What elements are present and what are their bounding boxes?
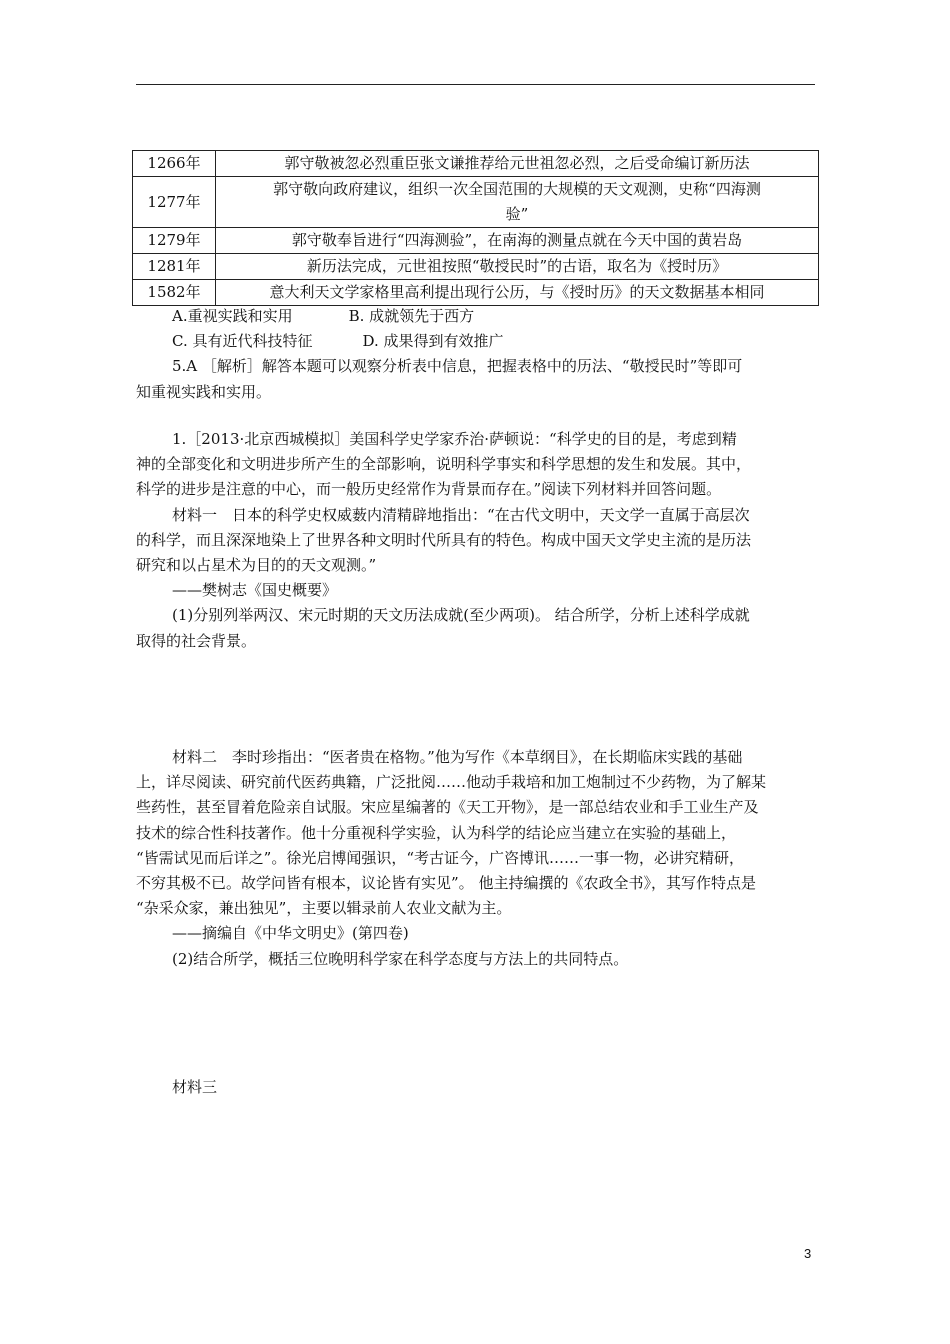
text-line: 科学的进步是注意的中心，而一般历史经常作为背景而存在。”阅读下列材料并回答问题。 <box>136 480 722 499</box>
year-cell: 1582年 <box>133 280 216 306</box>
event-cell <box>216 177 819 228</box>
text-line: 不穷其极不已。故学问皆有根本，议论皆有实见”。 他主持编撰的《农政全书》，其写作特点是 <box>136 874 756 893</box>
year-cell: 1277年 <box>133 177 216 228</box>
text-line: ——摘编自《中华文明史》(第四卷) <box>172 924 409 943</box>
event-text: 验” <box>505 205 529 223</box>
table-row <box>133 254 819 280</box>
option-b: B. 成就领先于西方 <box>348 307 475 325</box>
answer-line-2: 知重视实践和实用。 <box>136 382 272 401</box>
event-text: 郭守敬向政府建议，组织一次全国范围的大规模的天文观测，史称“四海测 <box>273 180 761 198</box>
text-line: ——樊树志《国史概要》 <box>172 581 338 600</box>
question-1 <box>136 427 816 654</box>
event-text: 郭守敬奉旨进行“四海测验”，在南海的测量点就在今天中国的黄岩岛 <box>291 231 743 249</box>
table-row <box>133 280 819 306</box>
header-rule <box>136 84 815 85</box>
text-line: 取得的社会背景。 <box>136 631 257 650</box>
event-cell <box>216 151 819 177</box>
text-line: 材料一 日本的科学史权威薮内清精辟地指出：“在古代文明中，天文学一直属于高层次 <box>172 505 750 524</box>
option-d: D. 成果得到有效推广 <box>362 332 504 351</box>
option-c: C. 具有近代科技特征 <box>172 332 313 351</box>
answer-line-1: 5.A ［解析］解答本题可以观察分析表中信息，把握表格中的历法、“敬授民时”等即可 <box>172 357 743 376</box>
event-cell <box>216 228 819 254</box>
year-cell: 1279年 <box>133 228 216 254</box>
question-2 <box>136 745 816 972</box>
table-row <box>133 151 819 177</box>
table-row <box>133 177 819 228</box>
page-number: 3 <box>804 1246 812 1261</box>
text-line: 神的全部变化和文明进步所产生的全部影响，说明科学事实和科学思想的发生和发展。其中， <box>136 455 752 474</box>
text-line: 上，详尽阅读、研究前代医药典籍，广泛批阅……他动手栽培和加工炮制过不少药物，为了解某 <box>136 773 767 792</box>
text-line: (1)分别列举两汉、宋元时期的天文历法成就(至少两项)。 结合所学，分析上述科学成就 <box>172 606 750 625</box>
year-cell: 1281年 <box>133 254 216 280</box>
text-line: (2)结合所学，概括三位晚明科学家在科学态度与方法上的共同特点。 <box>172 949 629 968</box>
text-line: “杂采众家，兼出独见”，主要以辑录前人农业文献为主。 <box>136 899 512 918</box>
text-line: 的科学，而且深深地染上了世界各种文明时代所具有的特色。构成中国天文学史主流的是历法 <box>136 530 752 549</box>
material-3-heading: 材料三 <box>172 1078 218 1096</box>
year-cell: 1266年 <box>133 151 216 177</box>
event-text: 新历法完成，元世祖按照“敬授民时”的古语，取名为《授时历》 <box>306 257 728 275</box>
text-line: 材料二 李时珍指出：“医者贵在格物。”他为写作《本草纲目》，在长期临床实践的基础 <box>172 748 743 766</box>
option-a: A.重视实践和实用 <box>172 307 293 325</box>
event-cell <box>216 254 819 280</box>
answer-options <box>136 304 816 405</box>
history-table <box>132 150 819 306</box>
text-line: 技术的综合性科技著作。他十分重视科学实验，认为科学的结论应当建立在实验的基础上， <box>136 823 737 842</box>
event-text: 意大利天文学家格里高利提出现行公历，与《授时历》的天文数据基本相同 <box>269 283 765 301</box>
text-line: 1.［2013·北京西城模拟］美国科学史学家乔治·萨顿说：“科学史的目的是，考虑到精 <box>172 430 737 448</box>
text-line: 些药性，甚至冒着危险亲自试服。宋应星编著的《天工开物》，是一部总结农业和手工业生产及 <box>136 798 759 817</box>
text-line: 研究和以占星术为目的的天文观测。” <box>136 556 377 575</box>
text-line: “皆需试见而后详之”。徐光启博闻强识，“考古证今，广咨博讯……一事一物，必讲究精研， <box>136 848 745 867</box>
table-row <box>133 228 819 254</box>
event-cell <box>216 280 819 306</box>
event-text: 郭守敬被忽必烈重臣张文谦推荐给元世祖忽必烈，之后受命编订新历法 <box>284 154 750 172</box>
